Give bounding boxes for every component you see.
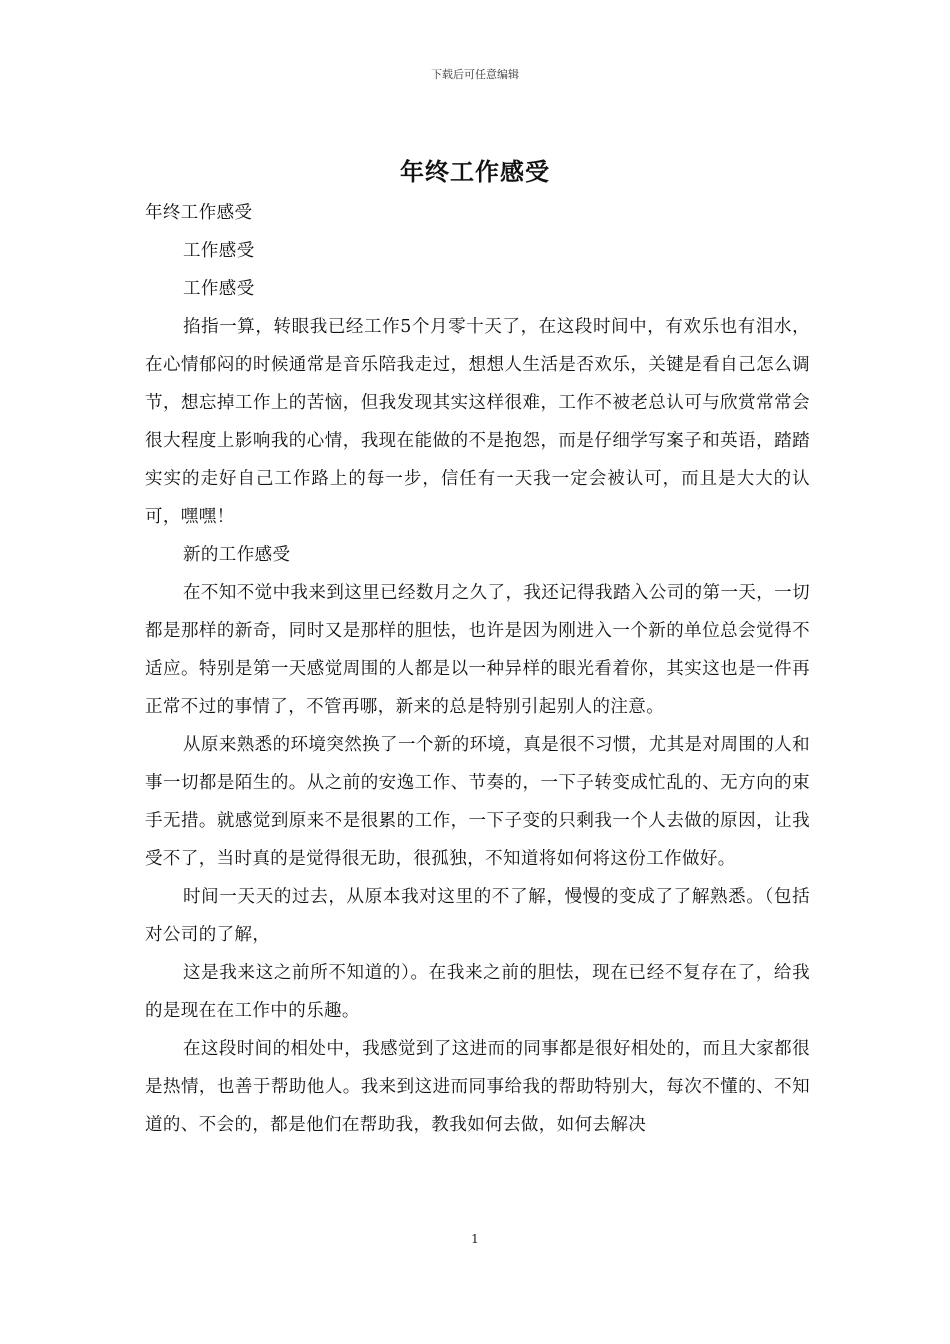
- paragraph-4: 掐指一算，转眼我已经工作5个月零十天了，在这段时间中，有欢乐也有泪水，在心情郁闷的时候通常是音乐陪我走过，想想人生活是否欢乐，关键是看自己怎么调节，想忘掉工作上的苦恼，但我发现其实这样很难，工作不被老总认可与欣赏常常会很大程度上影响我的心情，我现在能做的不是抱怨，而是仔细学写案子和英语，踏踏实实的走好自己工作路上的每一步，信任有一天我一定会被认可，而且是大大的认可，嘿嘿！: [145, 317, 810, 527]
- page-header-note: 下载后可任意编辑: [431, 68, 519, 81]
- document-title: 年终工作感受: [400, 157, 550, 186]
- paragraph-9: 这是我来这之前所不知道的）。在我来之前的胆怯，现在已经不复存在了，给我的是现在在工作中的乐趣。: [145, 963, 810, 1021]
- paragraph-5: 新的工作感受: [183, 545, 291, 565]
- paragraph-6: 在不知不觉中我来到这里已经数月之久了，我还记得我踏入公司的第一天，一切都是那样的新奇，同时又是那样的胆怯，也许是因为刚进入一个新的单位总会觉得不适应。特别是第一天感觉周围的人都是以一种异样的眼光看着你，其实这也是一件再正常不过的事情了，不管再哪，新来的总是特别引起别人的注意。: [145, 583, 810, 717]
- paragraph-7: 从原来熟悉的环境突然换了一个新的环境，真是很不习惯，尤其是对周围的人和事一切都是陌生的。从之前的安逸工作、节奏的，一下子转变成忙乱的、无方向的束手无措。就感觉到原来不是很累的工作，一下子变的只剩我一个人去做的原因，让我受不了，当时真的是觉得很无助，很孤独，不知道将如何将这份工作做好。: [145, 735, 810, 869]
- page-number: 1: [471, 1232, 479, 1246]
- paragraph-3: 工作感受: [183, 279, 255, 299]
- document-body: [145, 194, 810, 1144]
- paragraph-8: 时间一天天的过去，从原本我对这里的不了解，慢慢的变成了了解熟悉。（包括对公司的了解，: [145, 887, 810, 945]
- paragraph-1: 年终工作感受: [145, 203, 253, 223]
- paragraph-10: 在这段时间的相处中，我感觉到了这进而的同事都是很好相处的，而且大家都很是热情，也善于帮助他人。我来到这进而同事给我的帮助特别大，每次不懂的、不知道的、不会的，都是他们在帮助我，教我如何去做，如何去解决: [145, 1039, 810, 1135]
- paragraph-2: 工作感受: [183, 241, 255, 261]
